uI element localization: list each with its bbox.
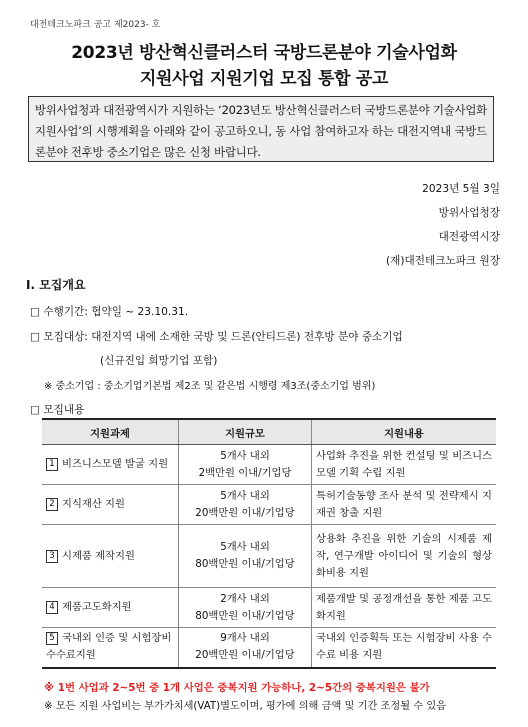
task-label: 국내외 인증 및 시험장비 수수료지원 [46, 632, 172, 662]
issuer-dapa: 방위사업청장 [438, 207, 500, 219]
header-task: 지원과제 [42, 419, 179, 445]
scale-cell [179, 525, 312, 588]
scale-companies: 2개사 내외 [220, 592, 270, 605]
task-cell [42, 445, 179, 485]
content-cell: 사업화 추진을 위한 컨설팅 및 비즈니스모델 기획 수립 지원 [312, 445, 497, 485]
task-cell [42, 525, 179, 588]
scale-cell [179, 445, 312, 485]
notice-number: 대전테크노파크 공고 제2023- 호 [30, 20, 161, 30]
scale-budget: 20백만원 이내/기업당 [195, 649, 295, 662]
duplicate-support-note: ※ 1번 사업과 2~5번 중 1개 사업은 중복지원 가능하나, 2~5간의 중복지원은 불가 [44, 682, 430, 694]
scale-companies: 9개사 내외 [220, 632, 270, 645]
task-cell [42, 588, 179, 628]
content-cell: 상용화 추진을 위한 기술의 시제품 제작, 연구개발 아이디어 및 기술의 형상화비용 지원 [312, 525, 497, 588]
table-row [42, 445, 496, 485]
header-content: 지원내용 [312, 419, 497, 445]
page-title-line2: 지원사업 지원기업 모집 통합 공고 [139, 69, 389, 89]
sme-note: ※ 중소기업 : 중소기업기본법 제2조 및 같은법 시행령 제3조(중소기업 범위) [44, 381, 376, 392]
task-number: 3 [46, 550, 58, 563]
scale-budget: 80백만원 이내/기업당 [195, 558, 295, 570]
task-number: 5 [46, 632, 58, 645]
content-cell: 제품개발 및 공정개선을 통한 제품 고도화지원 [312, 588, 497, 628]
scale-companies: 5개사 내외 [220, 489, 270, 502]
vat-note: ※ 모든 지원 사업비는 부가가치세(VAT)별도이며, 평가에 의해 금액 및 기간 조정될 수 있음 [44, 701, 447, 712]
task-label: 비즈니스모델 발굴 지원 [62, 458, 169, 470]
scale-budget: 20백만원 이내/기업당 [195, 506, 295, 519]
scale-companies: 5개사 내외 [220, 449, 270, 462]
page-title-line1: 2023년 방산혁신클러스터 국방드론분야 기술사업화 [71, 43, 457, 63]
task-cell [42, 485, 179, 525]
task-number: 1 [46, 458, 58, 471]
table-row [42, 485, 496, 525]
content-cell: 국내외 인증획득 또는 시험장비 사용 수수료 비용 지원 [312, 628, 497, 668]
table-row [42, 588, 496, 628]
header-scale: 지원규모 [179, 419, 312, 445]
scale-budget: 80백만원 이내/기업당 [195, 609, 295, 622]
scale-companies: 5개사 내외 [220, 541, 270, 553]
scale-cell [179, 485, 312, 525]
period-item: □ 수행기간: 협약일 ~ 23.10.31. [30, 306, 189, 318]
issuer-technopark: (재)대전테크노파크 원장 [386, 255, 500, 267]
scale-cell [179, 588, 312, 628]
scale-budget: 2백만원 이내/기업당 [198, 466, 292, 479]
issuer-daejeon: 대전광역시장 [438, 231, 500, 243]
task-cell [42, 628, 179, 668]
table-header-row [42, 419, 496, 445]
section-title: Ⅰ. 모집개요 [26, 278, 86, 292]
task-number: 2 [46, 498, 58, 511]
target-sub: (신규진입 희망기업 포함) [100, 355, 218, 367]
task-number: 4 [46, 601, 58, 614]
task-label: 시제품 제작지원 [62, 549, 135, 562]
task-label: 제품고도화지원 [62, 601, 132, 613]
table-row [42, 628, 496, 668]
target-item: □ 모집대상: 대전지역 내에 소재한 국방 및 드론(안티드론) 전후방 분야 중소기업 [30, 331, 403, 343]
announcement-date: 2023년 5월 3일 [422, 183, 500, 195]
content-cell: 특허기술동향 조사 분석 및 전략제시 지재권 창출 지원 [312, 485, 497, 525]
table-row [42, 525, 496, 588]
scale-cell [179, 628, 312, 668]
intro-box: 방위사업청과 대전광역시가 지원하는 ‘2023년도 방산혁신클러스터 국방드론분야 기술사업화 지원사업’의 시행계획을 아래와 같이 공고하오니, 동 사업 참여하고자 하는 대전지역내 국방드론분야 전후방 중소기업은 많은 신청 바랍니다. [28, 96, 494, 162]
task-label: 지식재산 지원 [62, 498, 125, 510]
support-table [42, 418, 496, 669]
content-item: □ 모집내용 [30, 404, 85, 416]
